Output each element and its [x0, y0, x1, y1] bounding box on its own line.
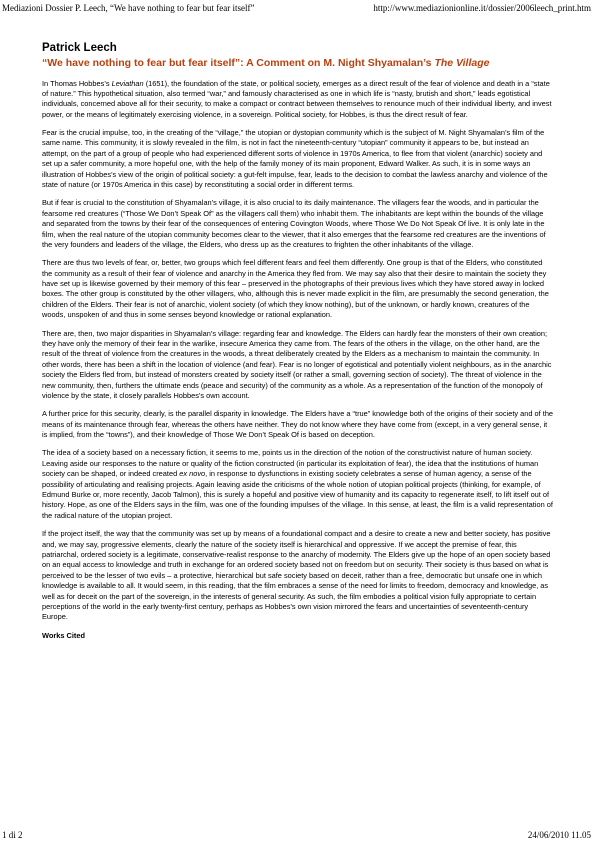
paragraph-7-part-a: The idea of a society based on a necessary fiction, it seems to me, points us in the direction of the notion of the constructivist nature of human society. Leaving aside our responses to the nature or quality of the fiction constructed (in particular its exploitation of fear), the idea that the institutions of human society can be shaped, or indeed created	[42, 448, 539, 479]
paragraph-7-part-c: , in response to dysfunctions in existing society celebrates a sense of human agency, a sense of the possibility of articulating and realising projects. Again leaving aside the criticisms of the whole notion of utopian political projects (thinking, for example, of Edmund Burke or, more recently, Jacob Talmon), this is surely a hopeful and positive view of humanity and its capacity to regenerate itself, to lift itself out of history. Hope, as one of the Elders says in the film, was one of the founding impulses of the village. In this sense, at least, the film is a valid representation of the radical nature of the utopian project.	[42, 469, 553, 520]
paragraph-8: If the project itself, the way that the community was set up by means of a foundational compact and a desire to create a new and better society, has positive and, we may say, progressive elements, clearly the nature of the society itself is hierarchical and oppressive. If we accept the premise of fear, this patriarchal, ordered society is a legitimate, conservative-realist response to the anarchy of modernity. The Elders give up the hope of an open society based on an equal access to knowledge and truth in exchange for an ordered society based not on freedom but on security. Their society is thus based on what is perceived to be the lesser of two evils – a protective, hierarchical but safe society based on deceit, rather than a free, democratic but unsafe one in which knowledge is available to all. It would seem, in this reading, that the film embraces a sense of the need for limits to freedom, democracy and knowledge, as well as for deceit on the part of the sovereign, in the interests of general security. As such, the film embodies a political vision fully appropriate to certain perceptions of the world in the early twenty-first century, perhaps as Hobbes’s own vision mirrored the fears and uncertainties of seventeenth-century Europe.	[42, 529, 551, 622]
print-timestamp: 24/06/2010 11.05	[527, 830, 591, 840]
works-cited-heading: Works Cited	[42, 630, 85, 640]
print-header	[2, 2, 591, 14]
paragraph-1-part-c: (1651), the foundation of the state, or political society, emerges as a direct result of the fear of violence and death in a “state of nature.” This hypothetical situation, also termed “war,” and famously characterised as one in which life is “nasty, brutish and short,” leads egotistical individuals, concerned above all for their security, to make a compact or contract between themselves to renounce much of their individual liberty, and invest power, or the means of legitimately exercising violence, in a sovereign. Political society, for Hobbes, is thus the direct result of fear.	[42, 78, 552, 119]
article-author: Patrick Leech	[42, 42, 117, 54]
print-header-url[interactable]: http://www.mediazionionline.it/dossier/2006leech_print.htm	[373, 3, 591, 13]
article-title	[42, 57, 554, 70]
article-title-main: “We have nothing to fear but fear itself”: A Comment on M. Night Shyamalan’s	[42, 57, 435, 69]
paragraph-3: But if fear is crucial to the constitution of Shyamalan’s village, it is also crucial to its daily maintenance. The villagers fear the woods, and in particular the fearsome red creatures (“Those We Don’t Speak Of” as the villagers call them) who inhabit them. The inhabitants are kept within the bounds of the village and separated from the towns by their fear of the consequences of entering Covington Woods, where Those We Do Not Speak Of live. It is only late in the film, when the real nature of the utopian community becomes clear to the viewer, that it also emerges that the fearsome red creatures are the inventions of the very founders and leaders of the village, the Elders, who dress up as the creatures to frighten the other inhabitants of the village.	[42, 198, 546, 249]
article	[42, 42, 554, 641]
paragraph-1-italic: Leviathan	[111, 78, 144, 88]
paragraph-7	[42, 448, 554, 521]
paragraph-2: Fear is the crucial impulse, too, in the creating of the “village,” the utopian or dystopian community which is the subject of M. Night Shyamalan’s film of the same name. This community, it is slowly revealed in the film, is not in fact the nineteenth-century “utopian” community it appears to be, but instead an attempt, on the part of a group of people who had experienced different sorts of violence in 1970s America, to flee from that violent (anarchic) society and set up a safer community, a more hopeful one, with the help of the family money of its main proponent, Edward Walker. As such, it is in some ways an illustration of Hobbes’s view of the origin of political society: a gut-felt impulse, fear, leads to the decision to combat the lawless anarchy and violence of the state of nature (or 1970s America in this case) by reconstituting a social order in different terms.	[42, 128, 548, 190]
paragraph-6: A further price for this security, clearly, is the parallel disparity in knowledge. The Elders have a “true” knowledge both of the origins of their society and of the means of its maintenance through fear, whereas the others have neither. They do not know where they have come from (except, in a very general sense, it is implied, from the “towns”), and their knowledge of Those We Don’t Speak Of is based on deception.	[42, 409, 554, 440]
paragraph-5: There are, then, two major disparities in Shyamalan’s village: regarding fear and knowledge. The Elders can hardly fear the monsters of their own creation; they have only the memory of their fear in the warlike, insecure America they came from. The fears of the others in the village, on the other hand, are the result of the threat of violence from the creatures in the woods, a threat deliberately created by the Elders as a mechanism to maintain the community. In other words, there has been a shift in the location of violence (and fear). Fear is no longer of egotistical and potentially violent neighbours, as in the anarchic society the Elders fled from, but instead of monsters created by society itself (or rather a small, governing section of society). The threat of violence in the new community, then, furthers the ultimate ends (peace and security) of the community as a whole. As a representation of the function of the monopoly of violence by the state, it closely parallels Hobbes’s own account.	[42, 328, 552, 401]
page-number: 1 di 2	[2, 830, 23, 840]
paragraph-4: There are thus two levels of fear, or, better, two groups which feel different fears and feel them differently. One group is that of the Elders, who constituted the community as a result of their fear of violence and anarchy in the America they fled from. We may say also that their desire to maintain the society they have set up is likewise governed by their memory of this fear – preserved in the photographs of their previous lives which they have stored away in locked boxes. The other group is constituted by the other villagers, who, although this is never made explicit in the film, are presumably the second generation, the children of the Elders. Their fear is not of anarchic, violent society (of which they know nothing), but of the unknown, or hardly known, creatures of the woods, unspoken of and thus in some senses beyond knowledge or rational explanation.	[42, 258, 549, 320]
print-header-title: Mediazioni Dossier P. Leech, “We have nothing to fear but fear itself”	[2, 3, 255, 13]
paragraph-1	[42, 79, 554, 121]
article-title-italic: The Village	[434, 57, 490, 69]
paragraph-7-italic: ex novo	[179, 469, 206, 479]
print-footer	[2, 829, 591, 841]
paragraph-1-part-a: In Thomas Hobbes’s	[42, 78, 112, 88]
